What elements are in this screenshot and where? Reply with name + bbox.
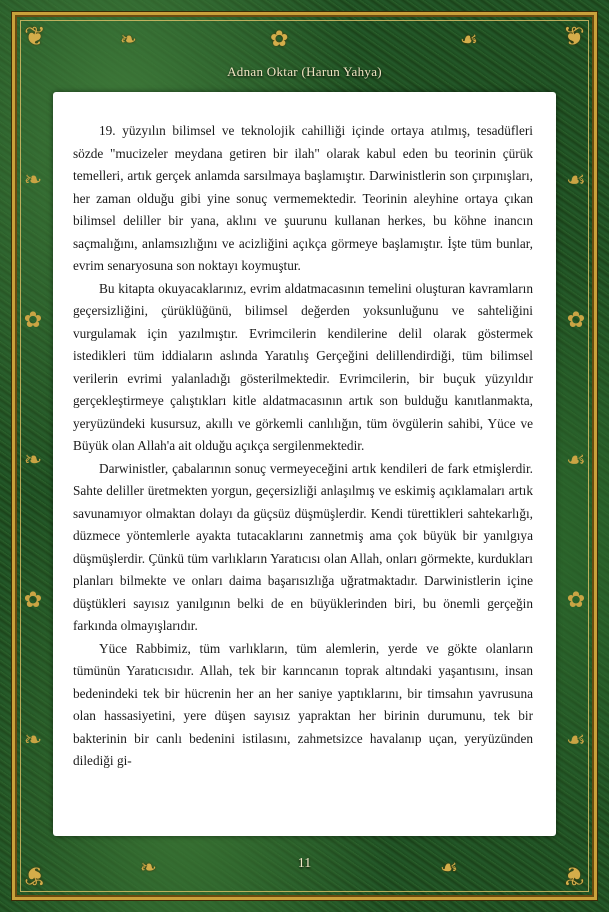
vine-flourish-icon: ❧ (23, 167, 43, 192)
vine-flourish-icon: ☙ (566, 167, 586, 192)
paragraph: Yüce Rabbimiz, tüm varlıkların, tüm alemlerin, yerde ve gökte olanların tümünün Yaratıcısıdır. Allah, tek bir karıncanın toprak altındaki yaşantısını, insan bedenindeki tek bir hücrenin her an her saniye yaptıklarını, bir timsahın yavrusuna olan hassasiyetini, yere düşen sayısız yapraktan her birinin durumunu, tek bir bakterinin bir canlı bedenini istilasını, zahmetsizce havalanıp uçan, yeryüzünden dilediği gi- (73, 640, 533, 768)
page-number: 11 (297, 856, 312, 871)
paragraph: Bu kitapta okuyacaklarınız, evrim aldatmacasının temelini oluşturan kavramların geçersizliğini, çürüklüğünü, bilimsel değerden yoksunluğunu ve sahteliğini vurgulamak için yazılmıştır. Evrimcilerin kendilerine delil olarak göstermek istedikleri tüm iddiaların aslında Yaratılış Gerçeğini delillendirdiği, tüm bilimsel verilerin evrimi yalanladığı gösterilmektedir. Evrimcilerin, bir buçuk yüzyıldır gerçekleştirmeye çalıştıkları kitle aldatmacasının artık son bulduğu kanıtlanmakta, yeryüzündeki kusursuz, akıllı ve görkemli canlılığın, tüm övgülerin sahibi, Yüce ve Büyük olan Allah'a ait olduğu açıkça sergilenmektedir. (73, 280, 533, 453)
vine-flourish-icon: ✿ (23, 307, 43, 332)
vine-flourish-icon: ☙ (566, 727, 586, 752)
vine-flourish-icon: ☙ (440, 857, 458, 879)
corner-flourish-icon: ❦ (24, 861, 46, 890)
corner-flourish-icon: ❦ (563, 861, 585, 890)
paragraph: 19. yüzyılın bilimsel ve teknolojik cahilliği içinde ortaya atılmış, tesadüfleri sözde "mucizeler meydana getiren bir ilah" olarak kabul eden bu teorinin çürük temelleri, artık gerçek anlamda sarsılmaya başlamıştır. Darwinistlerin son çırpınışları, her zaman olduğu gibi yine sonuç vermemektedir. Teorinin aleyhine ortaya çıkan bilimsel deliller bir yana, aklını ve şuurunu kullanan herkes, bu köhne inancın saçmalığını, anlamsızlığını ve acizliğini açıkça görmeye başlamıştır. İşte tüm bunlar, evrim senaryosuna son noktayı koymuştur. (73, 123, 533, 273)
vine-flourish-icon: ✿ (566, 587, 586, 612)
vine-flourish-icon: ☙ (460, 29, 478, 51)
vine-flourish-icon: ✿ (23, 587, 43, 612)
vine-flourish-icon: ✿ (270, 26, 289, 51)
vine-flourish-icon: ❧ (120, 29, 137, 51)
running-header: Adnan Oktar (Harun Yahya) (227, 64, 382, 79)
left-vine-ornament (18, 110, 48, 810)
body-text (73, 120, 533, 773)
corner-flourish-icon: ❦ (24, 22, 46, 51)
vine-flourish-icon: ❧ (23, 727, 43, 752)
corner-flourish-icon: ❦ (563, 22, 585, 51)
vine-flourish-icon: ❧ (23, 447, 43, 472)
vine-flourish-icon: ✿ (566, 307, 586, 332)
paragraph: Darwinistler, çabalarının sonuç vermeyeceğini artık kendileri de fark etmişlerdir. Sahte deliller üretmekten yorgun, geçersizliği anlaşılmış ve eskimiş açıklamaları artık savunamıyor olmaktan dolayı da güçsüz düşmüşlerdir. Kendi türettikleri sahtekarlığı, düzmece yöntemlerle ayakta tutacaklarını zannetmiş ama çok büyük bir yanılgıya düşmüşlerdir. Çünkü tüm varlıkların Yaratıcısı olan Allah, onları görmekte, kurdukları planları bilmekte ve onları daima başarısızlığa uğratmaktadır. Darwinistlerin içine düştükleri sayısız yanılgının belki de en büyüklerinden biri, bu önemli gerçeğin farkında olmayışlarıdır. (73, 460, 533, 633)
vine-flourish-icon: ❧ (140, 857, 157, 879)
text-page (53, 92, 556, 836)
right-vine-ornament (561, 110, 591, 810)
vine-flourish-icon: ☙ (566, 447, 586, 472)
